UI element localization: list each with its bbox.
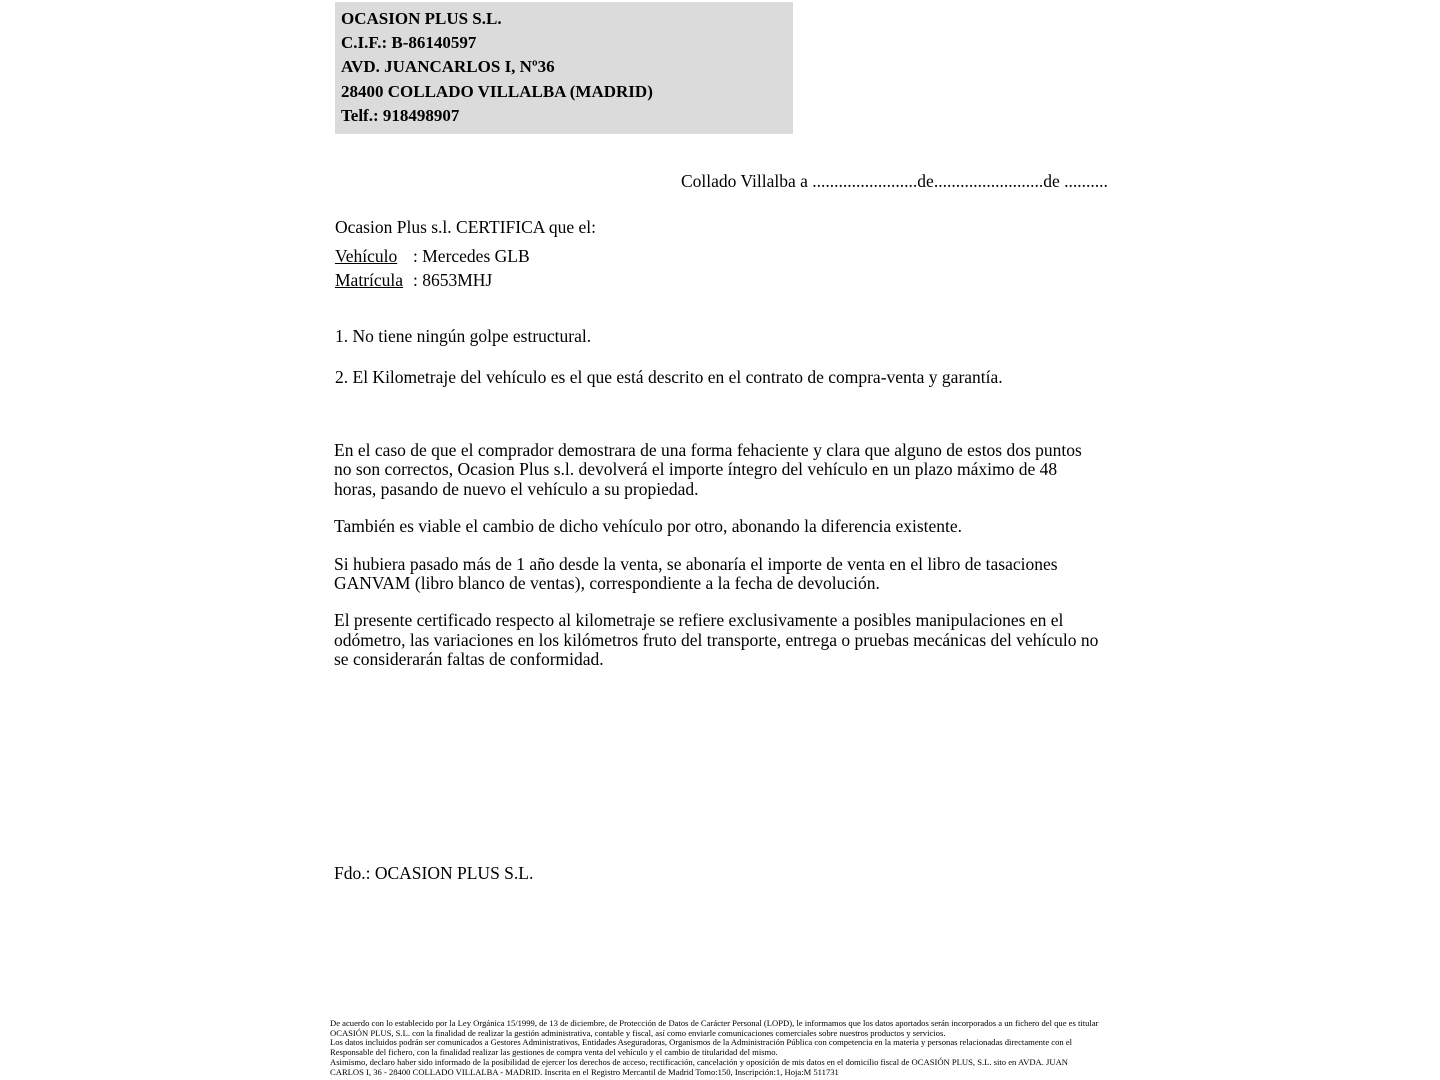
point-2: 2. El Kilometraje del vehículo es el que está descrito en el contrato de compra-venta y garantía.: [335, 367, 1003, 387]
legal-fine-print: [330, 1019, 1099, 1077]
paragraph-odometer: El presente certificado respecto al kilometraje se refiere exclusivamente a posibles manipulaciones en el odómetro, las variaciones en los kilómetros fruto del transporte, entrega o pruebas mecánicas del vehículo no se considerarán faltas de conformidad.: [334, 610, 1099, 670]
certify-intro: Ocasion Plus s.l. CERTIFICA que el:: [335, 217, 596, 237]
company-city: 28400 COLLADO VILLALBA (MADRID): [341, 81, 653, 101]
company-phone: Telf.: 918498907: [341, 105, 460, 125]
plate-value: : 8653MHJ: [413, 269, 493, 290]
signature-line: Fdo.: OCASION PLUS S.L.: [334, 863, 534, 883]
legal-line-1: De acuerdo con lo establecido por la Ley Orgánica 15/1999, de 13 de diciembre, de Protección de Datos de Carácter Personal (LOPD), le informamos que los datos aportados serán incorporados a un fichero del que es titular: [330, 1018, 1099, 1028]
company-cif: C.I.F.: B-86140597: [341, 33, 477, 53]
paragraph-ganvam: Si hubiera pasado más de 1 año desde la venta, se abonaría el importe de venta en el libro de tasaciones GANVAM (libro blanco de ventas), correspondiente a la fecha de devolución.: [334, 553, 1058, 594]
legal-line-2: OCASIÓN PLUS, S.L. con la finalidad de realizar la gestión administrativa, contable y fiscal, así como enviarle comunicaciones comerciales sobre nuestros productos y servicios.: [330, 1027, 946, 1038]
vehicle-row: [335, 245, 596, 269]
legal-line-3: Los datos incluidos podrán ser comunicados a Gestores Administrativos, Entidades Aseguradoras, Organismos de la Administración Pública con competencia en la materia y personas relacionadas directamente con el: [330, 1037, 1073, 1048]
company-header-box: [335, 2, 793, 134]
company-address: AVD. JUANCARLOS I, Nº36: [341, 57, 555, 77]
vehicle-label: Vehículo: [335, 246, 398, 266]
plate-label: Matrícula: [335, 269, 404, 290]
point-1: 1. No tiene ningún golpe estructural.: [335, 326, 592, 346]
plate-row: [335, 269, 596, 293]
company-name: OCASION PLUS S.L.: [341, 9, 502, 28]
date-fill-in-line: Collado Villalba a ........................de.........................de ..........: [681, 171, 1108, 191]
legal-line-5: Asimismo, declaro haber sido informado de la posibilidad de ejercer los derechos de acceso, rectificación, cancelación y oposición de mis datos en el domicilio fiscal de OCASIÓN PLUS, S.L. sito en AVDA. JUAN: [330, 1056, 1069, 1067]
vehicle-value: : Mercedes GLB: [413, 246, 530, 266]
paragraph-refund: En el caso de que el comprador demostrara de una forma fehaciente y clara que alguno de estos dos puntos no son correctos, Ocasion Plus s.l. devolverá el importe íntegro del vehículo en un plazo máximo de 48 horas, pasando de nuevo el vehículo a su propiedad.: [334, 440, 1082, 499]
legal-line-6: CARLOS I, 36 - 28400 COLLADO VILLALBA - MADRID. Inscrita en el Registro Mercantil de Madrid Tomo:150, Inscripción:1, Hoja:M 511731: [330, 1066, 839, 1077]
legal-line-4: Responsable del fichero, con la finalidad realizar las gestiones de compra venta del vehículo y el cambio de titularidad del mismo.: [330, 1047, 778, 1058]
certification-block: [335, 217, 596, 293]
certified-points: [335, 326, 1003, 388]
paragraph-exchange: También es viable el cambio de dicho vehículo por otro, abonando la diferencia existente.: [334, 516, 963, 537]
terms-paragraphs: [334, 441, 1099, 688]
